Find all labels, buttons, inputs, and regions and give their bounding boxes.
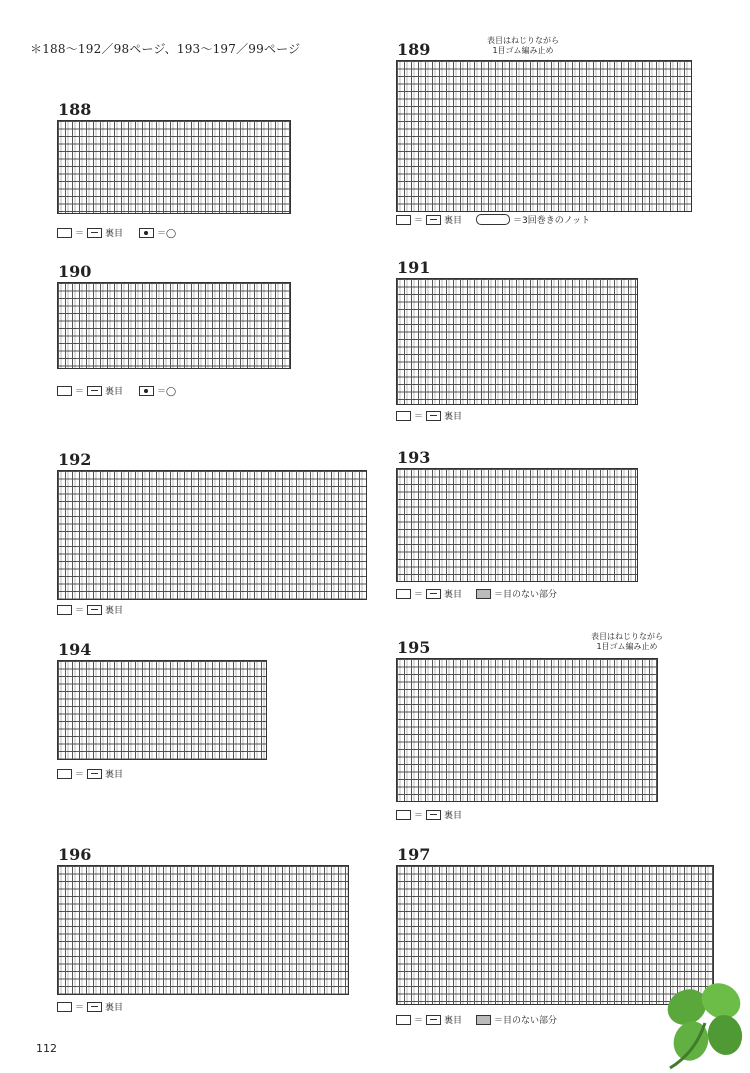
chart-195-legend: ＝ 裏目: [396, 808, 462, 821]
chart-195-grid: [396, 658, 658, 802]
no-stitch-square-icon: [476, 589, 491, 599]
chart-190-legend: ＝ 裏目 ＝◯: [57, 384, 176, 397]
chart-189-note: 表目はねじりながら 1目ゴム編み止め: [487, 36, 559, 55]
purl-square-icon: [87, 1002, 102, 1012]
knot-icon: [476, 214, 510, 225]
chart-193-grid: [396, 468, 638, 582]
blank-square-icon: [396, 1015, 411, 1025]
chart-188-number: 188: [58, 100, 92, 119]
blank-square-icon: [396, 411, 411, 421]
chart-195-note: 表目はねじりながら 1目ゴム編み止め: [591, 632, 663, 651]
chart-189-legend: ＝ 裏目 ＝3回巻きのノット: [396, 213, 590, 226]
chart-192-legend: ＝ 裏目: [57, 603, 123, 616]
blank-square-icon: [396, 215, 411, 225]
purl-square-icon: [426, 411, 441, 421]
purl-square-icon: [87, 769, 102, 779]
purl-square-icon: [87, 605, 102, 615]
purl-square-icon: [426, 215, 441, 225]
purl-square-icon: [87, 228, 102, 238]
purl-square-icon: [426, 1015, 441, 1025]
purl-square-icon: [87, 386, 102, 396]
bobble-square-icon: [139, 386, 154, 396]
chart-188-legend: ＝ 裏目 ＝◯: [57, 226, 176, 239]
chart-188-grid: [57, 120, 291, 214]
chart-197-number: 197: [397, 845, 431, 864]
chart-197-legend: ＝ 裏目 ＝目のない部分: [396, 1013, 557, 1026]
chart-196-legend: ＝ 裏目: [57, 1000, 123, 1013]
blank-square-icon: [396, 810, 411, 820]
purl-square-icon: [426, 589, 441, 599]
chart-194-legend: ＝ 裏目: [57, 767, 123, 780]
chart-196-grid: [57, 865, 349, 995]
chart-192-number: 192: [58, 450, 92, 469]
chart-189-number: 189: [397, 40, 431, 59]
chart-193-legend: ＝ 裏目 ＝目のない部分: [396, 587, 557, 600]
blank-square-icon: [57, 386, 72, 396]
page-header: ＊188〜192／98ページ、193〜197／99ページ: [30, 42, 301, 56]
page-number: 112: [36, 1042, 57, 1055]
chart-191-number: 191: [397, 258, 431, 277]
chart-189-grid: [396, 60, 692, 212]
blank-square-icon: [396, 589, 411, 599]
blank-square-icon: [57, 228, 72, 238]
chart-194-number: 194: [58, 640, 92, 659]
no-stitch-square-icon: [476, 1015, 491, 1025]
chart-195-number: 195: [397, 638, 431, 657]
purl-square-icon: [426, 810, 441, 820]
chart-191-legend: ＝ 裏目: [396, 409, 462, 422]
clover-icon: [630, 963, 750, 1073]
chart-191-grid: [396, 278, 638, 405]
bobble-square-icon: [139, 228, 154, 238]
blank-square-icon: [57, 1002, 72, 1012]
chart-196-number: 196: [58, 845, 92, 864]
blank-square-icon: [57, 605, 72, 615]
chart-190-number: 190: [58, 262, 92, 281]
chart-193-number: 193: [397, 448, 431, 467]
chart-192-grid: [57, 470, 367, 600]
chart-190-grid: [57, 282, 291, 369]
blank-square-icon: [57, 769, 72, 779]
chart-194-grid: [57, 660, 267, 760]
